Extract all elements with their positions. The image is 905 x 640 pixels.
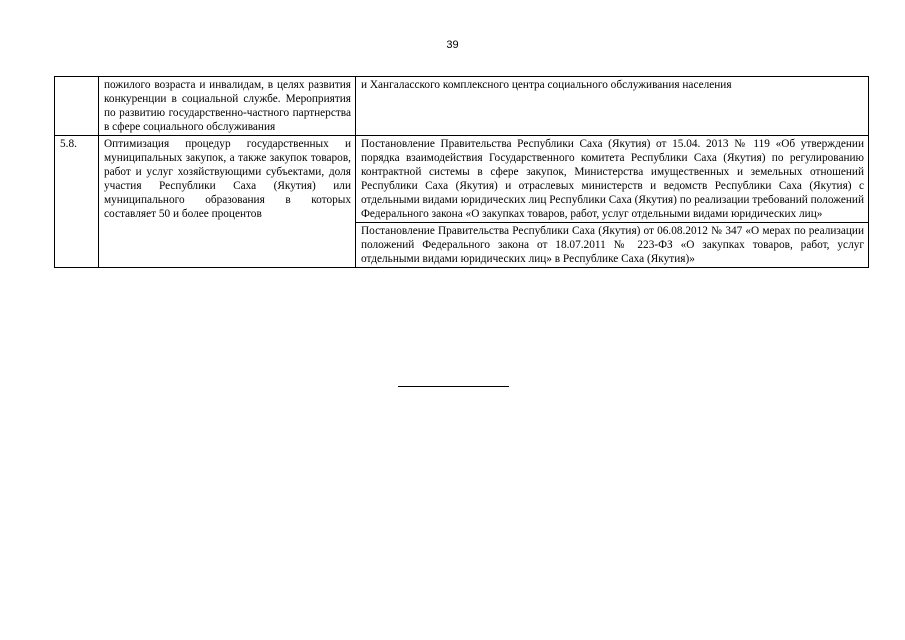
- document-reference: Постановление Правительства Республики Саха (Якутия) от 06.08.2012 № 347 «О мерах по реализации положений Федерального закона от 18.07.2011 № 223-ФЗ «О закупках товаров, работ, услуг отдельными видами юридических лиц» в Республике Саха (Якутия)»: [356, 223, 869, 268]
- measure-text: пожилого возраста и инвалидам, в целях развития конкуренции в социальной службе. Мероприятия по развитию государственно-частного партнерства в сфере социального обслуживания: [99, 77, 356, 136]
- page-number: 39: [446, 39, 459, 51]
- measures-table: [54, 76, 869, 268]
- end-separator-line: [398, 386, 509, 387]
- table-row: [55, 136, 869, 223]
- table-row: [55, 77, 869, 136]
- row-number: [55, 77, 99, 136]
- document-reference: и Хангаласского комплексного центра социального обслуживания населения: [356, 77, 869, 136]
- row-number: 5.8.: [55, 136, 99, 268]
- document-reference: Постановление Правительства Республики Саха (Якутия) от 15.04. 2013 № 119 «Об утверждении порядка взаимодействия Государственного комитета Республики Саха (Якутия) по регулированию контрактной системы в сфере закупок, Министерства имущественных и земельных отношений Республики Саха (Якутия) и отраслевых министерств и ведомств Республики Саха (Якутия) с отдельными видами юридических лиц Республики Саха (Якутия) по реализации требований положений Федерального закона «О закупках товаров, работ, услуг отдельными видами юридических лиц»: [356, 136, 869, 223]
- measure-text: Оптимизация процедур государственных и муниципальных закупок, а также закупок товаров, работ и услуг хозяйствующими субъектами, доля участия Республики Саха (Якутия) или муниципального образования в которых составляет 50 и более процентов: [99, 136, 356, 268]
